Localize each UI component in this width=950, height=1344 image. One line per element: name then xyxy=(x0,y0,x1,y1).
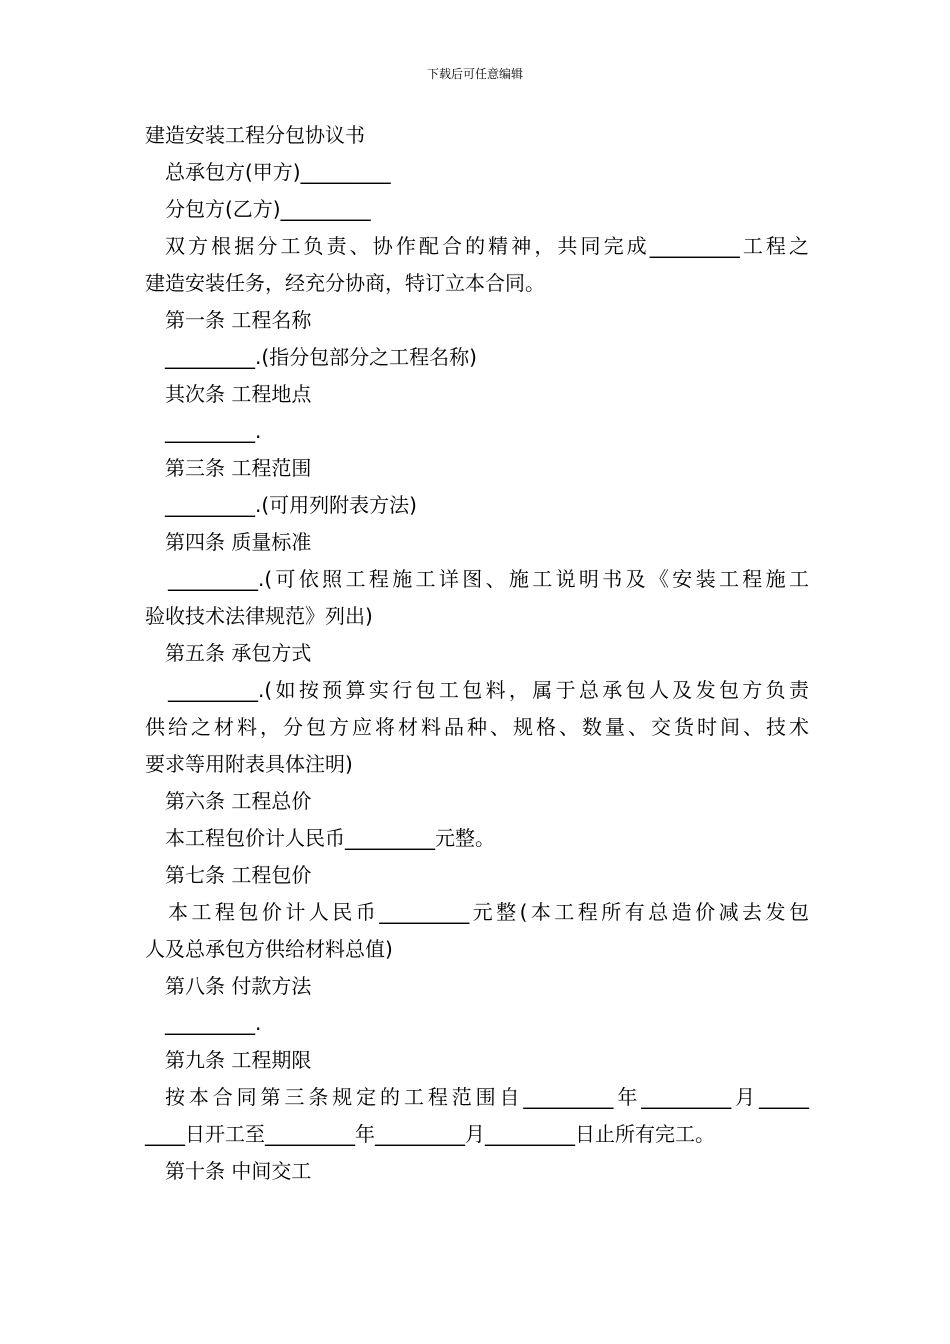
article-6-text: 本工程包价计人民币_________元整。 xyxy=(165,826,495,850)
article-5-heading: 第五条 承包方式 xyxy=(165,641,312,665)
article-7-text-1: 本工程包价计人民币_________元整(本工程所有总造价减去发包 xyxy=(168,900,809,924)
article-4-text-1: _________.(可依照工程施工详图、施工说明书及《安装工程施工 xyxy=(168,567,809,591)
page-header: 下载后可任意编辑 xyxy=(426,67,523,81)
article-2-text: _________. xyxy=(165,419,262,443)
article-4-text-2: 验收技术法律规范》列出) xyxy=(145,604,373,628)
article-5-text-1: _________.(如按预算实行包工包料，属于总承包人及发包方负责 xyxy=(168,678,809,702)
article-1-text: _________.(指分包部分之工程名称) xyxy=(165,345,477,369)
article-9-text-1: 按本合同第三条规定的工程范围自_________年_________月_____ xyxy=(165,1085,809,1109)
article-6-heading: 第六条 工程总价 xyxy=(165,789,312,813)
document-body xyxy=(145,117,809,1190)
article-5-text-3: 要求等用附表具体注明) xyxy=(145,752,353,776)
article-9-heading: 第九条 工程期限 xyxy=(165,1048,312,1072)
article-8-heading: 第八条 付款方法 xyxy=(165,974,312,998)
preamble-line-2: 建造安装任务，经充分协商，特订立本合同。 xyxy=(145,271,545,295)
article-10-heading: 第十条 中间交工 xyxy=(165,1159,312,1183)
article-4-heading: 第四条 质量标准 xyxy=(165,530,312,554)
article-8-text: _________. xyxy=(165,1011,262,1035)
article-3-heading: 第三条 工程范围 xyxy=(165,456,312,480)
article-7-heading: 第七条 工程包价 xyxy=(165,863,312,887)
party-a-line: 总承包方(甲方)_________ xyxy=(165,160,391,184)
article-9-text-2: ____日开工至_________年_________月_________日止所有完工。 xyxy=(145,1122,715,1146)
article-7-text-2: 人及总承包方供给材料总值) xyxy=(145,937,393,961)
party-b-line: 分包方(乙方)_________ xyxy=(165,197,371,221)
document-title: 建造安装工程分包协议书 xyxy=(145,123,365,147)
article-5-text-2: 供给之材料，分包方应将材料品种、规格、数量、交货时间、技术 xyxy=(145,715,809,739)
article-1-heading: 第一条 工程名称 xyxy=(165,308,312,332)
preamble-line-1: 双方根据分工负责、协作配合的精神，共同完成_________工程之 xyxy=(165,234,809,258)
article-2-heading: 其次条 工程地点 xyxy=(165,382,312,406)
article-3-text: _________.(可用列附表方法) xyxy=(165,493,417,517)
